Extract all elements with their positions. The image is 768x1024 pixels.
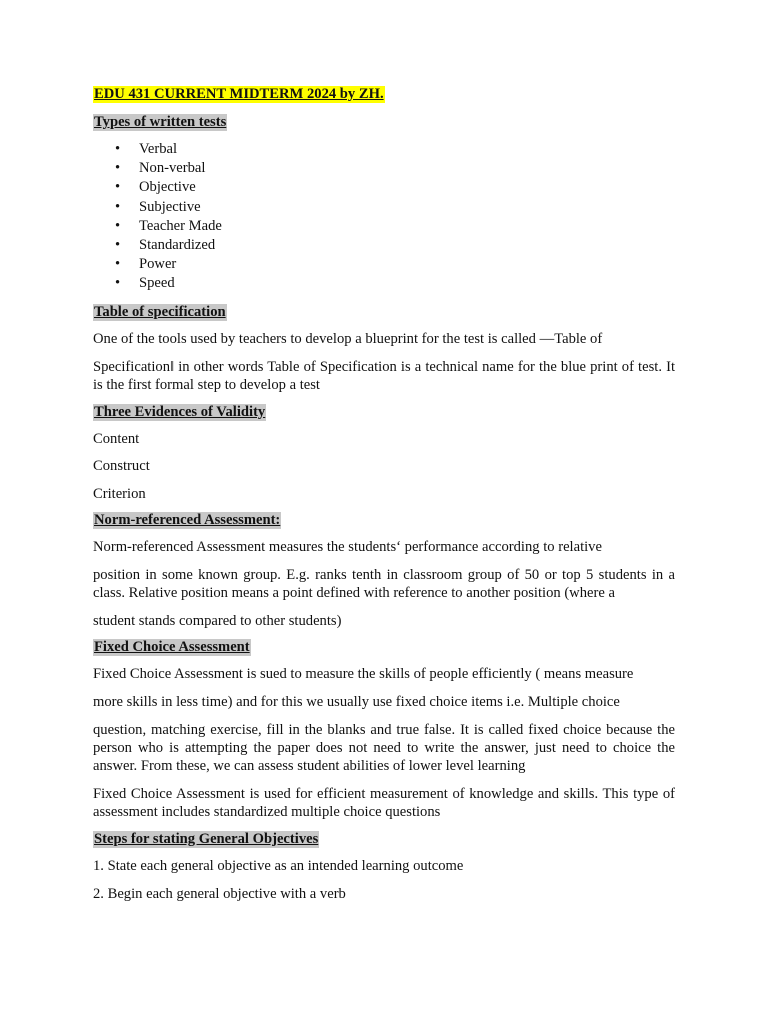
heading-written-tests: Types of written tests (94, 114, 227, 130)
bullet-icon: • (115, 237, 121, 254)
fixed-choice-paragraph-2: Fixed Choice Assessment is used for efficient measurement of knowledge and skills. This type of assessment includes standardized multiple choice questions (93, 785, 675, 820)
fixed-choice-line-3: question, matching exercise, fill in the blanks and true false. It is called fixed choice because the person who is attempting the paper does not need to write the answer, just need to choice the answer. From these, we can assess student abilities of lower level learning (93, 721, 675, 774)
specification-line-2: Specification‖ in other words Table of Specification is a technical name for the blue print of test. It is the first formal step to develop a test (93, 358, 675, 393)
list-item: • Non-verbal (93, 159, 675, 178)
bullet-icon: • (115, 256, 121, 273)
list-item: • Speed (93, 274, 675, 293)
objective-step: 2. Begin each general objective with a verb (93, 885, 346, 902)
list-item: • Objective (93, 178, 675, 197)
written-tests-list (93, 140, 675, 294)
heading-general-objectives: Steps for stating General Objectives (94, 830, 319, 847)
list-item: • Teacher Made (93, 217, 675, 236)
heading-norm-referenced: Norm-referenced Assessment: (94, 511, 281, 528)
objective-step: 1. State each general objective as an intended learning outcome (93, 857, 464, 874)
validity-item: Content (93, 430, 140, 447)
specification-line-1: One of the tools used by teachers to develop a blueprint for the test is called —Table of (93, 330, 603, 347)
validity-item: Construct (93, 458, 150, 475)
heading-validity: Three Evidences of Validity (94, 403, 266, 420)
document-title: EDU 431 CURRENT MIDTERM 2024 by ZH. (94, 86, 384, 102)
bullet-icon: • (115, 160, 121, 177)
bullet-icon: • (115, 198, 121, 215)
validity-item: Criterion (93, 485, 146, 502)
document-page (93, 86, 675, 903)
fixed-choice-line-2: more skills in less time) and for this we usually use fixed choice items i.e. Multiple choice (93, 693, 620, 710)
norm-line-3: student stands compared to other students) (93, 612, 342, 629)
fixed-choice-line-1: Fixed Choice Assessment is sued to measure the skills of people efficiently ( means measure (93, 665, 634, 682)
list-item: • Subjective (93, 198, 675, 217)
norm-line-2: position in some known group. E.g. ranks tenth in classroom group of 50 or top 5 students in a class. Relative position means a point defined with reference to another position (where a (93, 566, 675, 601)
bullet-icon: • (115, 141, 121, 157)
norm-line-1: Norm-referenced Assessment measures the students‘ performance according to relative (93, 538, 602, 555)
heading-fixed-choice: Fixed Choice Assessment (94, 638, 250, 655)
list-item: • Power (93, 255, 675, 274)
bullet-icon: • (115, 179, 121, 196)
bullet-icon: • (115, 217, 121, 234)
list-item: • Verbal (93, 140, 675, 159)
list-item: • Standardized (93, 236, 675, 255)
heading-specification: Table of specification (94, 303, 226, 320)
bullet-icon: • (115, 275, 121, 292)
